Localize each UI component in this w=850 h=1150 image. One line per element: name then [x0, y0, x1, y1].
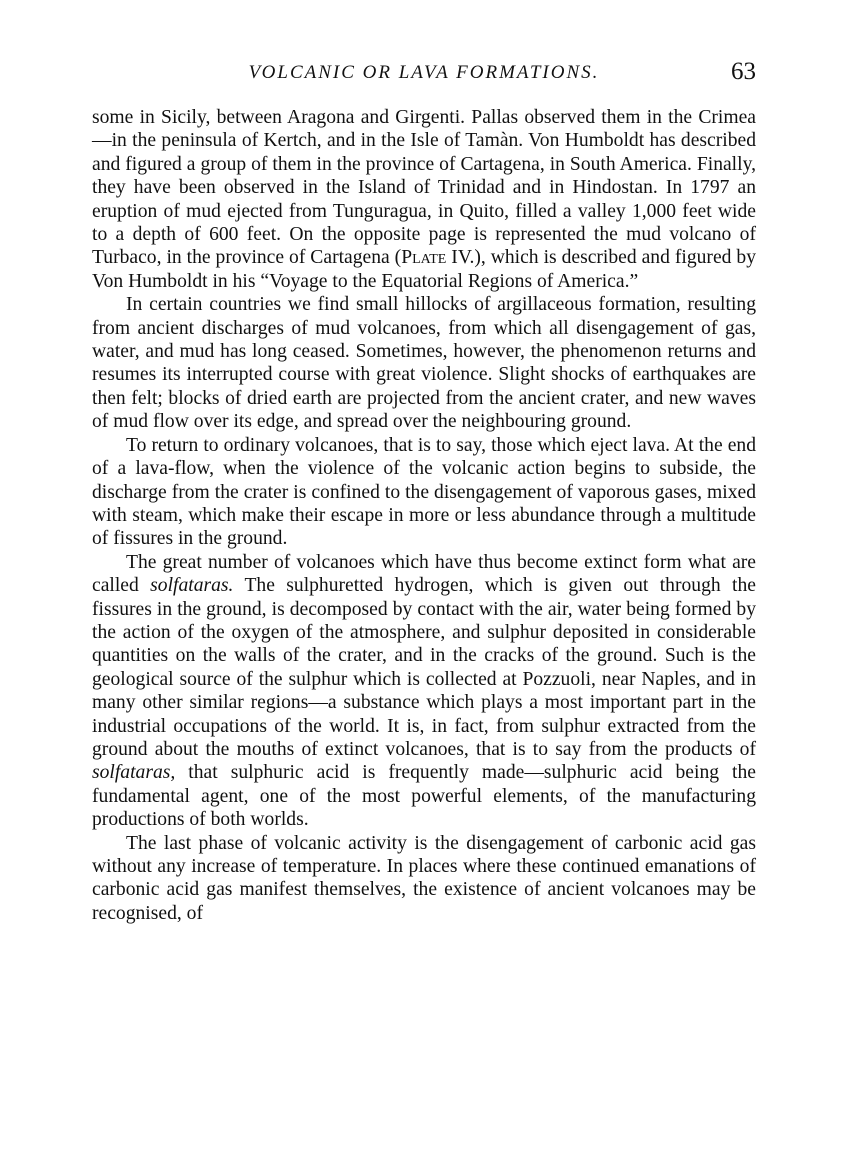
paragraph-5: The last phase of volcanic activity is the disengagement of carbonic acid gas without any increase of temperature. In places where these continued emanations of carbonic acid gas manifest themselves, the existence of ancient volcanoes may be recognised, of [92, 832, 756, 924]
paragraph-1 [92, 106, 756, 293]
paragraph-1-text-a: some in Sicily, between Aragona and Girgenti. Pallas observed them in the Crimea—in the peninsula of Kertch, and in the Isle of Tamàn. Von Humboldt has described and figured a group of them in the province of Cartagena, in South America. Finally, they have been observed in the Island of Trinidad and in Hindostan. In 1797 an eruption of mud ejected from Tunguragua, in Quito, filled a valley 1,000 feet wide to a depth of 600 feet. On the opposite page is represented the mud volcano of Turbaco, in the province of Cartagena ( [92, 107, 756, 269]
page-number: 63 [731, 58, 756, 85]
term-solfataras-2: solfataras, [92, 762, 176, 784]
term-solfataras: solfataras. [150, 575, 234, 597]
body-text [92, 106, 756, 925]
paragraph-4-text-a: The great number of volcanoes which have thus become extinct form what are called [92, 551, 756, 597]
paragraph-2: In certain countries we find small hillocks of argillaceous formation, resulting from ancient discharges of mud volcanoes, from which all disengagement of gas, water, and mud has long ceased. Sometimes, however, the phenomenon returns and resumes its interrupted course with great violence. Slight shocks of earthquakes are then felt; blocks of dried earth are projected from the ancient crater, and new waves of mud flow over its edge, and spread over the neighbouring ground. [92, 294, 756, 433]
paragraph-3: To return to ordinary volcanoes, that is to say, those which eject lava. At the end of a lava-flow, when the violence of the volcanic action begins to subside, the discharge from the crater is confined to the disengagement of vaporous gases, mixed with steam, which make their escape in more or less abundance through a multitude of fissures in the ground. [92, 434, 756, 550]
paragraph-4-text-b: The sulphuretted hydrogen, which is given out through the fissures in the ground, is decomposed by contact with the air, water being formed by the action of the oxygen of the atmosphere, and sulphur deposited in considerable quantities on the walls of the crater, and in the cracks of the ground. Such is the geological source of the sulphur which is collected at Pozzuoli, near Naples, and in many other similar regions—a substance which plays a most important part in the industrial occupations of the world. It is, in fact, from sulphur extracted from the ground about the mouths of extinct volcanoes, that is to say from the products of [92, 575, 756, 760]
paragraph-4-text-c: that sulphuric acid is frequently made—sulphuric acid being the fundamental agent, one of the most powerful elements, of the manufacturing productions of both worlds. [92, 762, 756, 831]
paragraph-1-text-b: IV.), which is described and figured by Von Humboldt in his “Voyage to the Equatorial Regions of America.” [92, 247, 756, 292]
plate-reference: Plate [401, 247, 447, 269]
book-page [92, 60, 756, 925]
running-title: VOLCANIC OR LAVA FORMATIONS. [248, 62, 600, 83]
paragraph-4 [92, 551, 756, 832]
running-head [92, 60, 756, 96]
